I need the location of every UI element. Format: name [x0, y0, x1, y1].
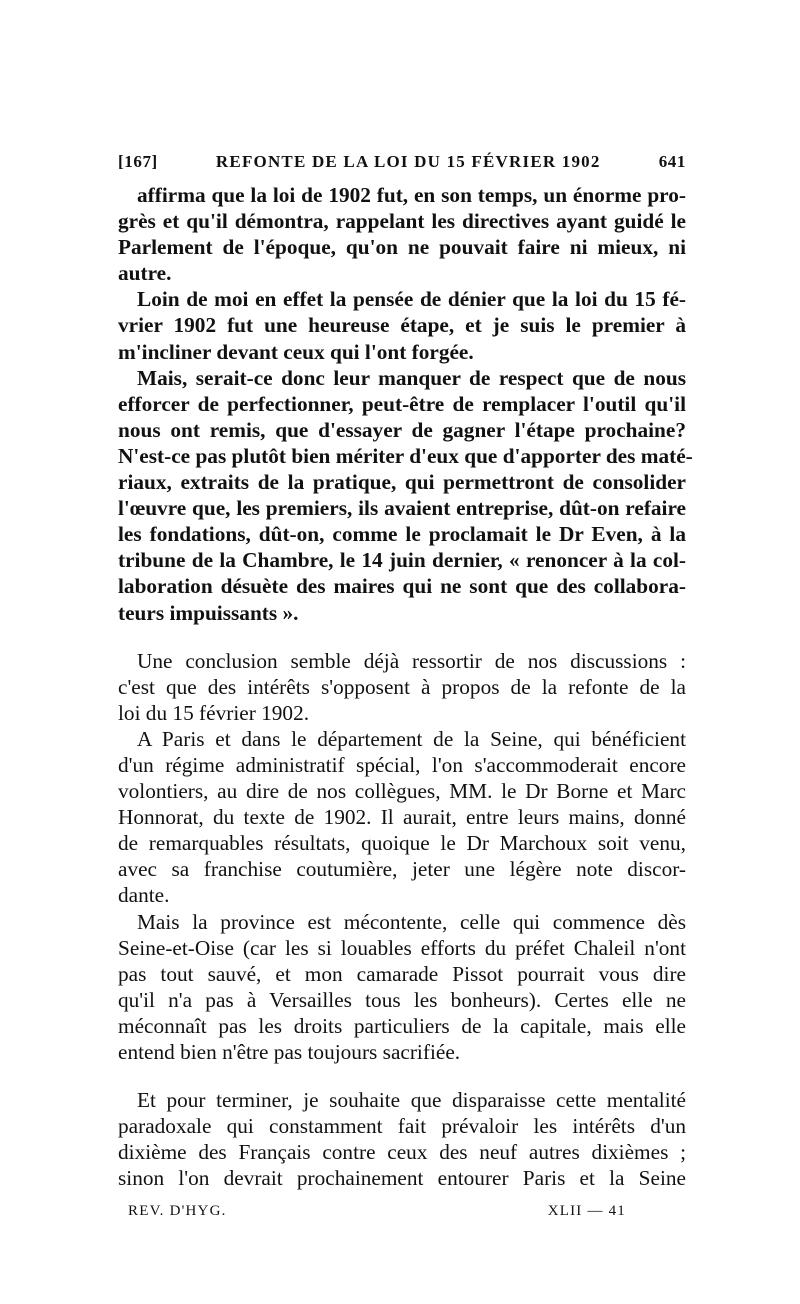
signature-mark: XLII — 41: [547, 1203, 626, 1220]
text-line: l'œuvre que, les premiers, ils avaient entreprise, dût-on refaire: [118, 496, 686, 521]
text-line: paradoxale qui constamment fait prévaloir les intérêts d'un: [118, 1114, 686, 1139]
text-line: Une conclusion semble déjà ressortir de nos discussions :: [137, 648, 686, 673]
text-line: Parlement de l'époque, qu'on ne pouvait faire ni mieux, ni: [118, 235, 686, 260]
text-line: c'est que des intérêts s'opposent à propos de la refonte de la: [118, 674, 686, 699]
text-line: sinon l'on devrait prochainement entourer Paris et la Seine: [118, 1166, 686, 1191]
text-line: autre.: [118, 261, 172, 286]
running-head: [118, 152, 686, 172]
paragraph: [118, 726, 686, 909]
text-line: loi du 15 février 1902.: [118, 700, 310, 725]
paragraph: [118, 365, 693, 626]
text-line: les fondations, dût-on, comme le proclamait le Dr Even, à la: [118, 522, 686, 547]
body-text: [118, 182, 693, 1191]
journal-abbrev: REV. D'HYG.: [128, 1203, 227, 1220]
paragraph: [118, 648, 686, 726]
paragraph: [118, 182, 686, 286]
paragraph-gap: [118, 626, 686, 648]
text-line: nous ont remis, que d'essayer de gagner l'étape prochaine?: [118, 417, 686, 442]
text-line: d'un régime administratif spécial, l'on s'accommoderait encore: [118, 752, 686, 777]
paragraph: [118, 286, 686, 364]
paragraph-gap: [118, 1065, 686, 1087]
text-line: laboration désuète des maires qui ne sont que des collabora-: [118, 574, 686, 599]
paragraph: [118, 1087, 686, 1191]
text-line: dixième des Français contre ceux des neuf autres dixièmes ;: [118, 1140, 686, 1165]
text-line: Mais, serait-ce donc leur manquer de respect que de nous: [137, 365, 686, 390]
text-line: volontiers, au dire de nos collègues, MM. le Dr Borne et Marc: [118, 779, 686, 804]
text-line: m'incliner devant ceux qui l'ont forgée.: [118, 339, 474, 364]
text-line: vrier 1902 fut une heureuse étape, et je suis le premier à: [118, 313, 686, 338]
text-line: tribune de la Chambre, le 14 juin dernier, « renoncer à la col-: [118, 548, 686, 573]
text-line: grès et qu'il démontra, rappelant les directives ayant guidé le: [118, 209, 686, 234]
text-line: Honnorat, du texte de 1902. Il aurait, entre leurs mains, donné: [118, 805, 686, 830]
text-line: dante.: [118, 883, 170, 908]
text-line: Mais la province est mécontente, celle qui commence dès: [137, 909, 686, 934]
text-line: méconnaît pas les droits particuliers de la capitale, mais elle: [118, 1013, 686, 1038]
text-line: Loin de moi en effet la pensée de dénier que la loi du 15 fé-: [137, 287, 686, 312]
footer: [118, 1203, 686, 1220]
page-number: 641: [658, 152, 686, 171]
text-line: qu'il n'a pas à Versailles tous les bonheurs). Certes elle ne: [118, 987, 686, 1012]
text-line: affirma que la loi de 1902 fut, en son temps, un énorme pro-: [137, 183, 686, 207]
text-line: riaux, extraits de la pratique, qui permettront de consolider: [118, 470, 686, 495]
paragraph: [118, 909, 686, 1066]
text-line: Et pour terminer, je souhaite que disparaisse cette mentalité: [137, 1088, 686, 1113]
text-line: teurs impuissants ».: [118, 600, 299, 625]
text-line: entend bien n'être pas toujours sacrifiée.: [118, 1040, 461, 1064]
page: [118, 152, 693, 1220]
text-line: avec sa franchise coutumière, jeter une légère note discor-: [118, 857, 686, 882]
text-line: efforcer de perfectionner, peut-être de remplacer l'outil qu'il: [118, 391, 686, 416]
running-title: REFONTE DE LA LOI DU 15 FÉVRIER 1902: [215, 152, 601, 171]
text-line: Seine-et-Oise (car les si louables efforts du préfet Chaleil n'ont: [118, 935, 686, 960]
text-line: N'est-ce pas plutôt bien mériter d'eux que d'apporter des maté-: [118, 443, 693, 468]
text-line: de remarquables résultats, quoique le Dr Marchoux soit venu,: [118, 831, 686, 856]
page-bracket-number: [167]: [118, 152, 158, 171]
text-line: A Paris et dans le département de la Seine, qui bénéficient: [137, 726, 686, 751]
text-line: pas tout sauvé, et mon camarade Pissot pourrait vous dire: [118, 961, 686, 986]
